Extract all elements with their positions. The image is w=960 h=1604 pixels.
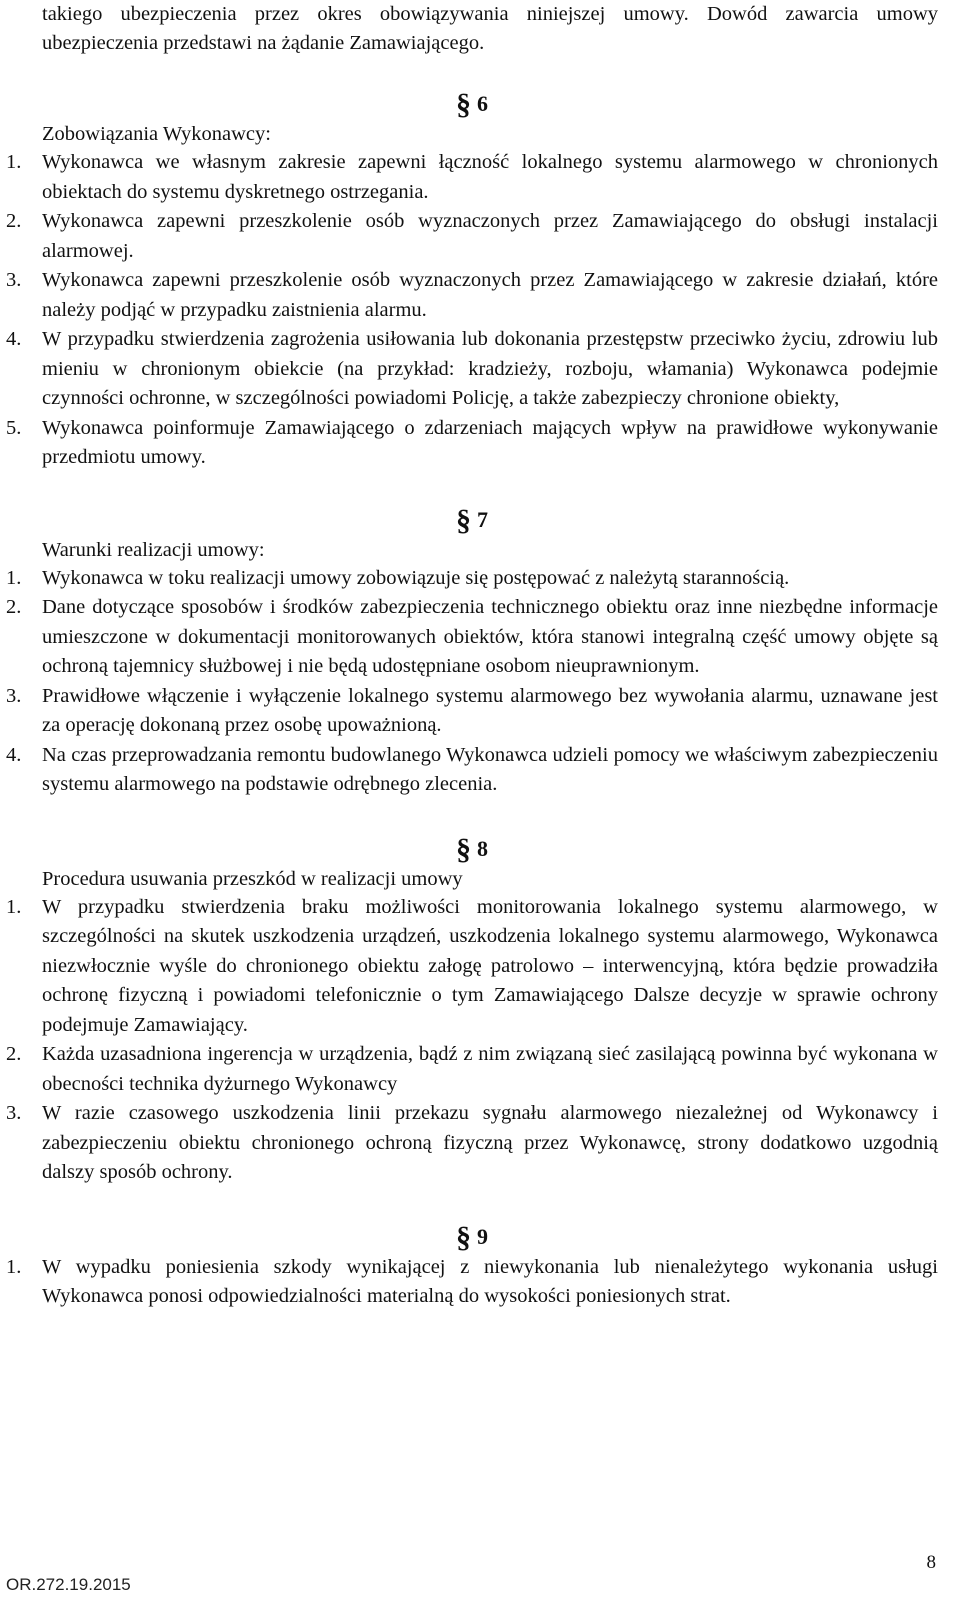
list-item — [6, 207, 938, 266]
item-number: 3. — [6, 1102, 22, 1124]
section-sign: § — [456, 832, 471, 866]
list-item — [6, 325, 938, 414]
item-text: Prawidłowe włączenie i wyłączenie lokalnego systemu alarmowego bez wywołania alarmu, uznawane jest za operację dokonaną przez osobę upoważnioną. — [42, 684, 938, 736]
item-text: Wykonawca we własnym zakresie zapewni łączność lokalnego systemu alarmowego w chronionych obiektach do systemu dyskretnego ostrzegania. — [42, 151, 938, 203]
section-7 — [6, 505, 938, 800]
item-number: 2. — [6, 1043, 22, 1065]
section-title: Procedura usuwania przeszkód w realizacji umowy — [42, 867, 463, 890]
item-number: 1. — [6, 1255, 22, 1278]
item-number: 2. — [6, 210, 22, 232]
section-heading — [6, 834, 938, 865]
item-text: Wykonawca zapewni przeszkolenie osób wyznaczonych przez Zamawiającego w zakresie działań, które należy podjąć w przypadku zaistnienia alarmu. — [42, 269, 938, 321]
section-7-list — [6, 564, 938, 800]
section-title: Zobowiązania Wykonawcy: — [42, 123, 271, 145]
section-number: 6 — [477, 91, 488, 116]
item-number: 5. — [6, 416, 22, 439]
item-number: 2. — [6, 596, 22, 618]
list-item — [6, 564, 938, 594]
section-heading — [6, 1222, 938, 1253]
list-item — [6, 414, 938, 473]
item-text: W przypadku stwierdzenia braku możliwości monitorowania lokalnego systemu alarmowego, w szczególności na skutek uszkodzenia urządzeń, uszkodzenia lokalnego systemu alarmowego, Wykonawca niezwłocznie wyśle do chronionego obiektu załogę patrolowo – interwencyjną, która będzie prowadziła ochronę fizyczną i powiadomi telefonicznie o tym Zamawiającego Dalsze decyzje w sprawie ochrony podejmuje Zamawiający. — [42, 895, 938, 1036]
list-item — [6, 1040, 938, 1099]
section-sign: § — [456, 503, 471, 537]
list-item — [6, 1253, 938, 1312]
section-8-list — [6, 893, 938, 1188]
item-number: 1. — [6, 895, 22, 918]
section-heading — [6, 505, 938, 536]
section-number: 8 — [477, 835, 488, 861]
item-text: Dane dotyczące sposobów i środków zabezpieczenia technicznego obiektu oraz inne niezbędne informacje umieszczone w dokumentacji monitorowanych obiektów, która stanowi integralną część umowy objęte są ochroną tajemnicy służbowej i nie będą udostępniane osobom nieuprawnionym. — [42, 596, 938, 677]
document-reference: OR.272.19.2015 — [6, 1575, 131, 1594]
item-number: 3. — [6, 684, 22, 707]
section-8 — [6, 834, 938, 1188]
item-text: Wykonawca poinformuje Zamawiającego o zdarzeniach mających wpływ na prawidłowe wykonywanie przedmiotu umowy. — [42, 416, 938, 468]
list-item — [6, 893, 938, 1041]
item-text: W razie czasowego uszkodzenia linii przekazu sygnału alarmowego niezależnej od Wykonawcy i zabezpieczeniu obiektu chronionego ochroną fizyczną przez Wykonawcę, strony dodatkowo uzgodnią dalszy sposób ochrony. — [42, 1102, 938, 1183]
page-number: 8 — [926, 1552, 936, 1573]
item-number: 3. — [6, 269, 22, 291]
list-item — [6, 593, 938, 682]
item-number: 4. — [6, 328, 22, 350]
section-sign: § — [456, 1220, 471, 1254]
list-item — [6, 741, 938, 800]
item-text: Na czas przeprowadzania remontu budowlanego Wykonawca udzieli pomocy we właściwym zabezpieczeniu systemu alarmowego na podstawie odrębnego zlecenia. — [42, 743, 938, 795]
list-item — [6, 266, 938, 325]
section-number: 9 — [477, 1223, 488, 1249]
section-sign: § — [456, 88, 471, 121]
item-text: W wypadku poniesienia szkody wynikającej z niewykonania lub nienależytego wykonania usługi Wykonawca ponosi odpowiedzialności materialną do wysokości poniesionych strat. — [42, 1255, 938, 1307]
section-number: 7 — [477, 506, 488, 532]
section-9-list — [6, 1253, 938, 1312]
item-number: 1. — [6, 151, 22, 173]
intro-paragraph: takiego ubezpieczenia przez okres obowiązywania niniejszej umowy. Dowód zawarcia umowy ubezpieczenia przedstawi na żądanie Zamawiającego. — [42, 3, 938, 54]
section-heading — [6, 89, 938, 120]
item-number: 4. — [6, 743, 22, 766]
list-item — [6, 682, 938, 741]
item-text: W przypadku stwierdzenia zagrożenia usiłowania lub dokonania przestępstw przeciwko życiu, zdrowiu lub mieniu w chronionym obiekcie (na przykład: kradzieży, rozboju, włamania) Wykonawca podejmie czynności ochronne, w szczególności powiadomi Policję, a także zabezpieczy chronione obiekty, — [42, 328, 938, 409]
section-title: Warunki realizacji umowy: — [42, 538, 265, 561]
list-item — [6, 1099, 938, 1188]
section-9 — [6, 1222, 938, 1312]
document-page — [6, 0, 938, 1312]
item-text: Każda uzasadniona ingerencja w urządzenia, bądź z nim związaną sieć zasilającą powinna być wykonana w obecności technika dyżurnego Wykonawcy — [42, 1043, 938, 1095]
list-item — [6, 148, 938, 207]
item-number: 1. — [6, 566, 22, 589]
section-6 — [6, 89, 938, 473]
item-text: Wykonawca w toku realizacji umowy zobowiązuje się postępować z należytą starannością. — [42, 566, 790, 589]
section-6-list — [6, 148, 938, 473]
item-text: Wykonawca zapewni przeszkolenie osób wyznaczonych przez Zamawiającego do obsługi instalacji alarmowej. — [42, 210, 938, 262]
